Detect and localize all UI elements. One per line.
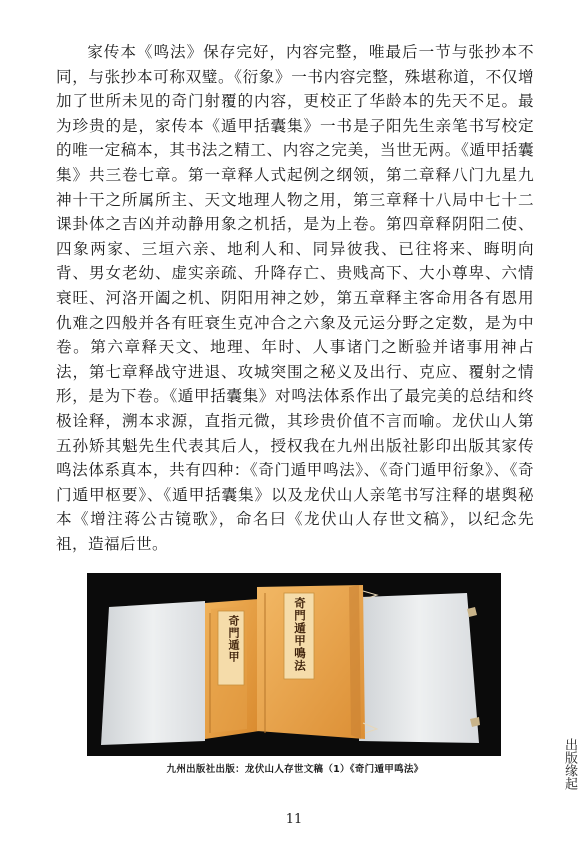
book-photo [87, 573, 501, 756]
page-number: 11 [285, 812, 303, 827]
side-label: 出版缘起 [562, 738, 577, 790]
body-text [56, 40, 534, 556]
photo-caption: 九州出版社出版：龙伏山人存世文稿（1）《奇门遁甲鸣法》 [166, 764, 424, 775]
book2-title: 奇門遁甲鳴法 [293, 597, 307, 672]
body-paragraph: 家传本《鸣法》保存完好，内容完整，唯最后一节与张抄本不同，与张抄本可称双璧。《衍象》一书内容完整，殊堪称道，不仅增加了世所未见的奇门射覆的内容，更校正了华龄本的先天不足。最为珍贵的是，家传本《遁甲括囊集》一书是子阳先生亲笔书写校定的唯一定稿本，其书法之精工、内容之完美，当世无两。《遁甲括囊集》共三卷七章。第一章释人式起例之纲领，第二章释八门九星九神十干之所属所主、天文地理人物之用，第三章释十八局中七十二课卦体之吉凶并动静用象之机括，是为上卷。第四章释阴阳二使、四象两家、三垣六亲、地利人和、同异彼我、已往将来、晦明向背、男女老幼、虚实亲疏、升降存亡、贵贱高下、大小尊卑、六情衰旺、河洛开阖之机、阴阳用神之妙，第五章释主客命用各有恩用仇难之四般并各有旺衰生克冲合之六象及元运分野之定数，是为中卷。第六章释天文、地理、年时、人事诸门之断验并诸事用神占法，第七章释战守进退、攻城突围之秘义及出行、克应、覆射之情形，是为下卷。《遁甲括囊集》对鸣法体系作出了最完美的总结和终极诠释，溯本求源，直指元微，其珍贵价值不言而喻。龙伏山人第五孙矫其魁先生代表其后人，授权我在九州出版社影印出版其家传鸣法体系真本，共有四种：《奇门遁甲鸣法》、《奇门遁甲衍象》、《奇门遁甲枢要》、《遁甲括囊集》以及龙伏山人亲笔书写注释的堪舆秘本《增注蒋公古镜歌》，命名曰《龙伏山人存世文稿》，以纪念先祖，造福后世。 [56, 43, 534, 553]
book1-title: 奇門遁甲 [227, 615, 240, 663]
